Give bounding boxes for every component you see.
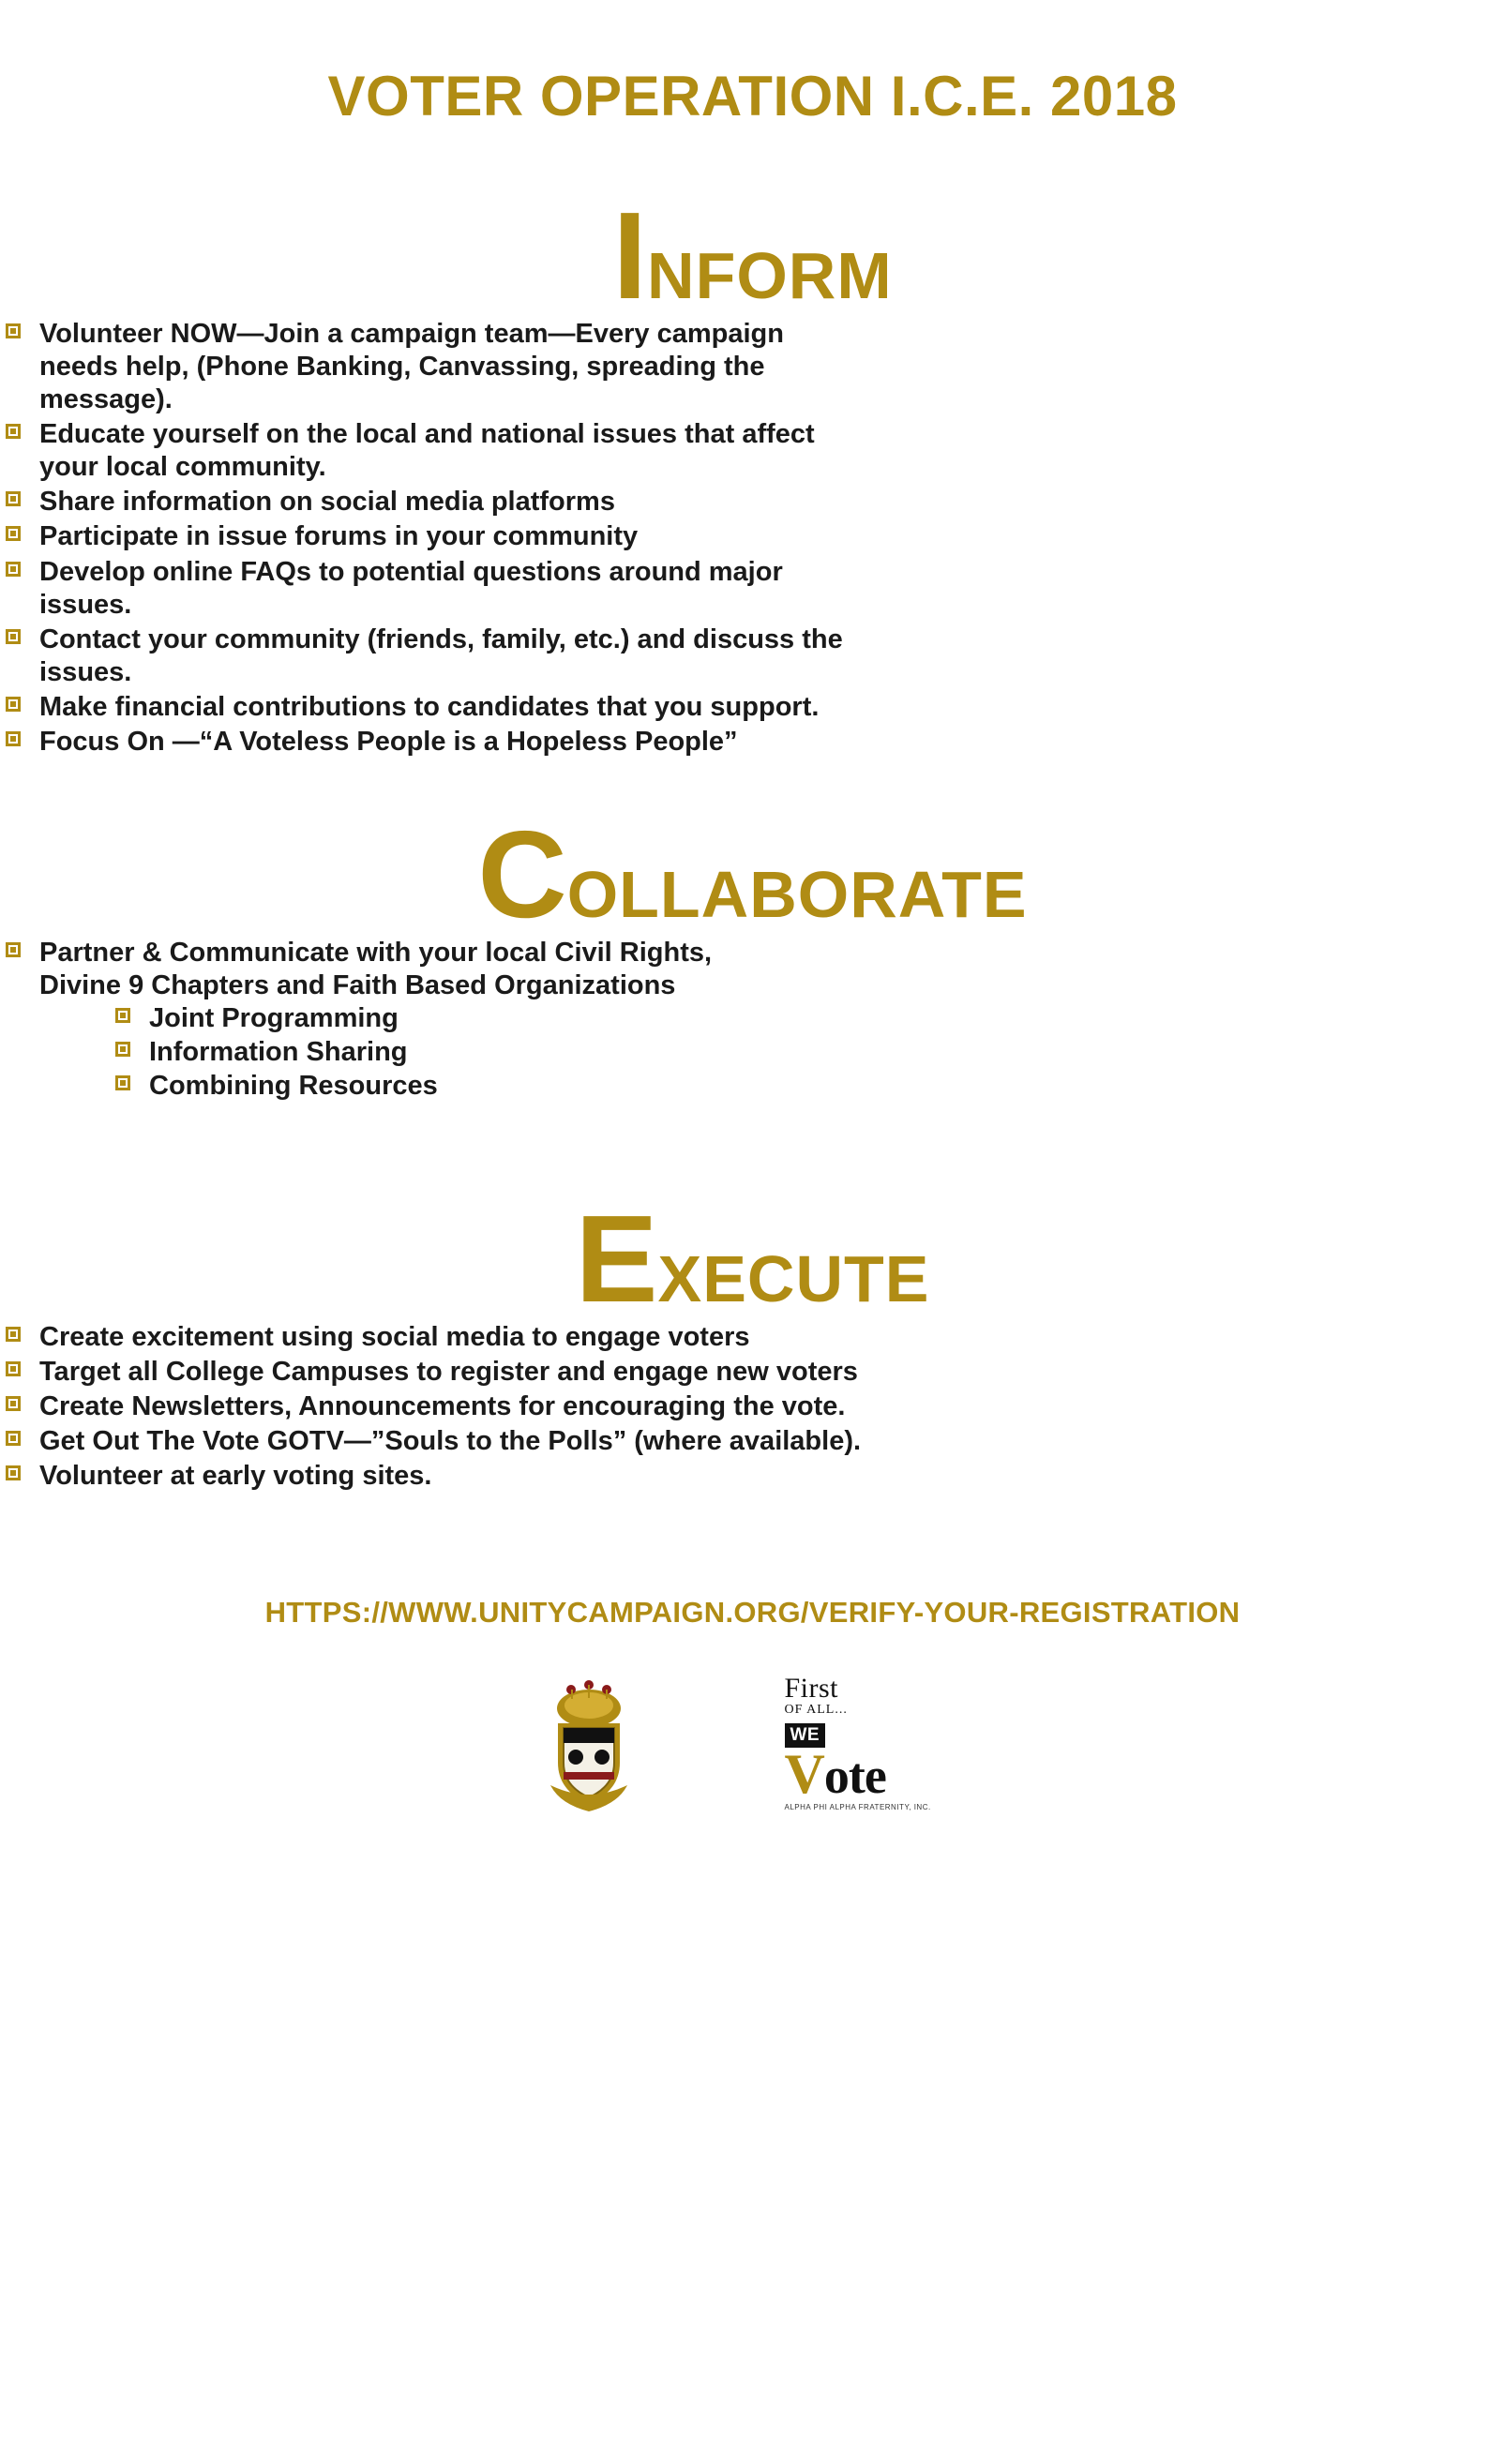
list-item-text: Volunteer at early voting sites.: [39, 1461, 432, 1492]
list-item-text: Partner & Communicate with your local Civil Rights, Divine 9 Chapters and Faith Based Organizations: [39, 938, 713, 1001]
list-item: [0, 556, 863, 622]
bullet-square-icon: [6, 1431, 21, 1446]
section-cap-letter-execute: E: [575, 1190, 658, 1329]
list-item: [0, 486, 863, 518]
sub-bullet-list-collaborate: [110, 1002, 741, 1104]
list-item-text: Create excitement using social media to engage voters: [39, 1322, 750, 1353]
bullet-square-icon: [6, 1327, 21, 1342]
section-cap-letter-inform: I: [612, 187, 648, 324]
list-item-text: Develop online FAQs to potential questions around major issues.: [39, 556, 783, 620]
list-item: [0, 520, 863, 553]
list-item-text: Focus On —“A Voteless People is a Hopeless People”: [39, 726, 738, 757]
bullet-square-icon: [6, 1465, 21, 1480]
bullet-square-icon: [6, 323, 21, 338]
vote-logo-first-text: First: [784, 1673, 839, 1705]
list-item: [0, 1425, 891, 1458]
list-item: [110, 1070, 741, 1104]
list-item-text: Participate in issue forums in your community: [39, 521, 639, 552]
page-title: VOTER OPERATION I.C.E. 2018: [327, 65, 1178, 128]
vote-logo-ofall-text: OF ALL...: [784, 1703, 848, 1718]
bullet-list-execute: [0, 1321, 891, 1493]
list-item: [0, 937, 741, 1104]
flyer-page: [0, 64, 1505, 2464]
bullet-square-icon: [6, 731, 21, 746]
list-item: [0, 1321, 891, 1354]
section-heading-execute: [0, 1190, 1505, 1329]
list-item: [0, 418, 863, 484]
list-item: [0, 1460, 891, 1493]
list-item-text: Get Out The Vote GOTV—”Souls to the Polls” (where available).: [39, 1426, 862, 1457]
list-item-text: Make financial contributions to candidates that you support.: [39, 691, 820, 722]
bullet-square-icon: [115, 1008, 130, 1023]
bullet-list-inform: [0, 318, 863, 759]
we-vote-logo: [785, 1675, 972, 1815]
bullet-square-icon: [115, 1075, 130, 1090]
section-heading-collaborate: [0, 805, 1505, 944]
list-item-text: Target all College Campuses to register and engage new voters: [39, 1357, 858, 1388]
list-item-text: Information Sharing: [149, 1037, 408, 1068]
section-rest-inform: NFORM: [647, 239, 893, 312]
vote-logo-we-badge: WE: [785, 1723, 826, 1748]
bullet-square-icon: [6, 697, 21, 712]
bullet-square-icon: [6, 1361, 21, 1376]
bullet-square-icon: [6, 491, 21, 506]
bullet-list-collaborate: [0, 937, 741, 1104]
list-item-text: Volunteer NOW—Join a campaign team—Every campaign needs help, (Phone Banking, Canvassing, spreading the message).: [39, 319, 784, 415]
section-rest-execute: XECUTE: [657, 1242, 930, 1316]
section-heading-inform: [0, 187, 1505, 324]
alpha-phi-alpha-crest-icon: [534, 1675, 644, 1815]
list-item-text: Contact your community (friends, family, etc.) and discuss the issues.: [39, 624, 843, 687]
list-item-text: Share information on social media platforms: [39, 487, 615, 518]
bullet-square-icon: [6, 526, 21, 541]
vote-logo-fine-print: ALPHA PHI ALPHA FRATERNITY, INC.: [784, 1803, 931, 1812]
list-item: [0, 691, 863, 724]
bullet-square-icon: [115, 1042, 130, 1057]
list-item: [110, 1002, 741, 1036]
list-item-text: Create Newsletters, Announcements for encouraging the vote.: [39, 1391, 846, 1422]
list-item-text: Educate yourself on the local and national issues that affect your local community.: [39, 419, 815, 483]
list-item: [0, 624, 863, 689]
bullet-square-icon: [6, 562, 21, 577]
footer-logos: [0, 1675, 1505, 1815]
list-item: [0, 726, 863, 759]
list-item: [110, 1036, 741, 1070]
registration-url[interactable]: HTTPS://WWW.UNITYCAMPAIGN.ORG/VERIFY-YOUR-REGISTRATION: [264, 1596, 1241, 1630]
list-item: [0, 1390, 891, 1423]
list-item: [0, 1356, 891, 1389]
list-item: [0, 318, 863, 416]
list-item-text: Joint Programming: [149, 1003, 399, 1034]
bullet-square-icon: [6, 629, 21, 644]
vote-logo-vote-text: Vote: [784, 1743, 886, 1806]
list-item-text: Combining Resources: [149, 1071, 438, 1102]
bullet-square-icon: [6, 942, 21, 957]
bullet-square-icon: [6, 1396, 21, 1411]
section-rest-collaborate: OLLABORATE: [566, 858, 1028, 932]
section-cap-letter-collaborate: C: [477, 805, 567, 944]
bullet-square-icon: [6, 424, 21, 439]
